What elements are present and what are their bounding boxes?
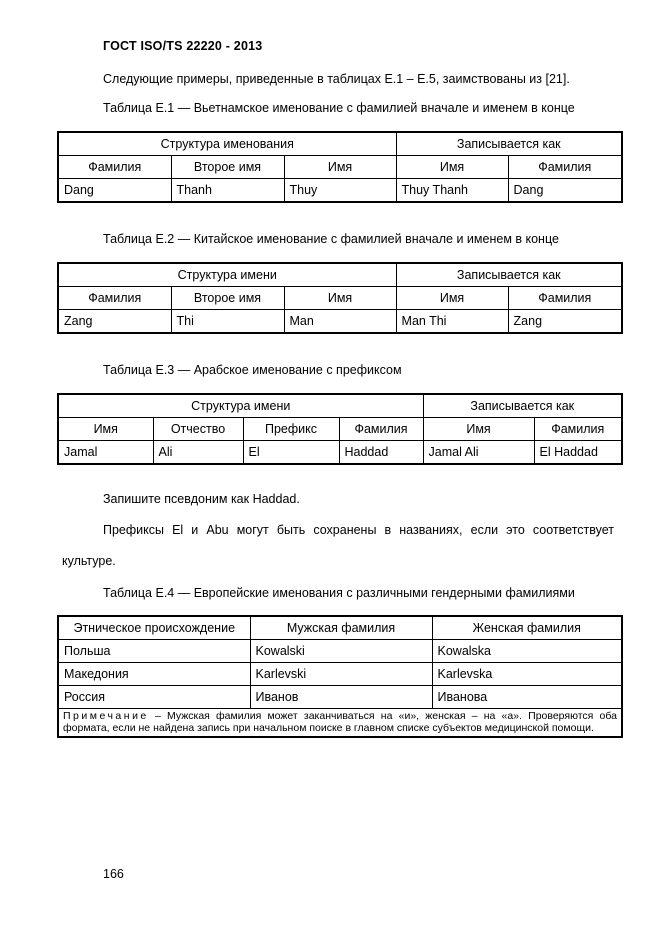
table2-cell: Thi [171,310,284,334]
table4-cell: Македония [58,663,250,686]
table3-cell: El [243,441,339,465]
table2-group-recorded: Записывается как [396,263,622,287]
table1-header-cell: Имя [284,156,396,179]
note-label: Примечание [63,710,149,722]
table4-note [58,709,622,738]
table4-cell: Kowalski [250,640,432,663]
table1-group-recorded: Записывается как [396,132,622,156]
table4-header-cell: Этническое происхождение [58,616,250,640]
table3-header-cell: Имя [423,418,534,441]
table3 [57,393,623,465]
prefix-paragraph-line2: культуре. [62,554,116,568]
table3-header-cell: Отчество [153,418,243,441]
table4-cell: Karlevska [432,663,622,686]
table2-cell: Man Thi [396,310,508,334]
table1-header-cell: Имя [396,156,508,179]
table3-header-cell: Фамилия [339,418,423,441]
table-row [58,686,622,709]
table3-cell: Haddad [339,441,423,465]
prefix-paragraph-line1: Префиксы El и Abu могут быть сохранены в названиях, если это соответствует [103,523,614,537]
table2-cell: Zang [508,310,622,334]
table4-cell: Польша [58,640,250,663]
table1-cell: Dang [58,179,171,203]
table1-header-cell: Фамилия [508,156,622,179]
page-number: 166 [103,867,124,881]
table1-caption: Таблица Е.1 — Вьетнамское именование с фамилией вначале и именем в конце [103,101,575,115]
table2-header-cell: Второе имя [171,287,284,310]
table4-cell: Karlevski [250,663,432,686]
table4-cell: Иванов [250,686,432,709]
table-row [58,179,622,203]
table-row [58,310,622,334]
table2-header-cell: Фамилия [58,287,171,310]
document-header: ГОСТ ISO/TS 22220 - 2013 [103,39,263,53]
table3-header-cell: Имя [58,418,153,441]
table3-cell: Ali [153,441,243,465]
table4-cell: Иванова [432,686,622,709]
pseudonym-paragraph: Запишите псевдоним как Haddad. [103,492,300,506]
table4-cell: Россия [58,686,250,709]
table3-group-structure: Структура имени [58,394,423,418]
table2-cell: Man [284,310,396,334]
table3-cell: El Haddad [534,441,622,465]
table1-header-cell: Второе имя [171,156,284,179]
table1-cell: Thuy Thanh [396,179,508,203]
table3-cell: Jamal Ali [423,441,534,465]
table1-cell: Thuy [284,179,396,203]
table1-cell: Dang [508,179,622,203]
table3-caption: Таблица Е.3 — Арабское именование с префиксом [103,363,402,377]
table1 [57,131,623,203]
table2-caption: Таблица Е.2 — Китайское именование с фамилией вначале и именем в конце [103,232,559,246]
table-row [58,640,622,663]
table2-group-structure: Структура имени [58,263,396,287]
table4-caption: Таблица Е.4 — Европейские именования с различными гендерными фамилиями [103,586,575,600]
note-text: – Мужская фамилия может заканчиваться на «и», женская – на «а». Проверяются оба формата, если не найдена запись при начальном поиске в главном списке субъектов медицинской помощи. [63,710,617,734]
table2-cell: Zang [58,310,171,334]
table2-header-cell: Фамилия [508,287,622,310]
table2-header-cell: Имя [284,287,396,310]
table2 [57,262,623,334]
table4-header-cell: Мужская фамилия [250,616,432,640]
table3-group-recorded: Записывается как [423,394,622,418]
table2-header-cell: Имя [396,287,508,310]
intro-paragraph: Следующие примеры, приведенные в таблицах Е.1 – Е.5, заимствованы из [21]. [103,72,570,86]
table3-cell: Jamal [58,441,153,465]
table3-header-cell: Фамилия [534,418,622,441]
table4-header-cell: Женская фамилия [432,616,622,640]
table-row [58,663,622,686]
table4 [57,615,623,738]
table3-header-cell: Префикс [243,418,339,441]
table1-group-structure: Структура именования [58,132,396,156]
table4-cell: Kowalska [432,640,622,663]
table1-cell: Thanh [171,179,284,203]
table1-header-cell: Фамилия [58,156,171,179]
table-row [58,441,622,465]
